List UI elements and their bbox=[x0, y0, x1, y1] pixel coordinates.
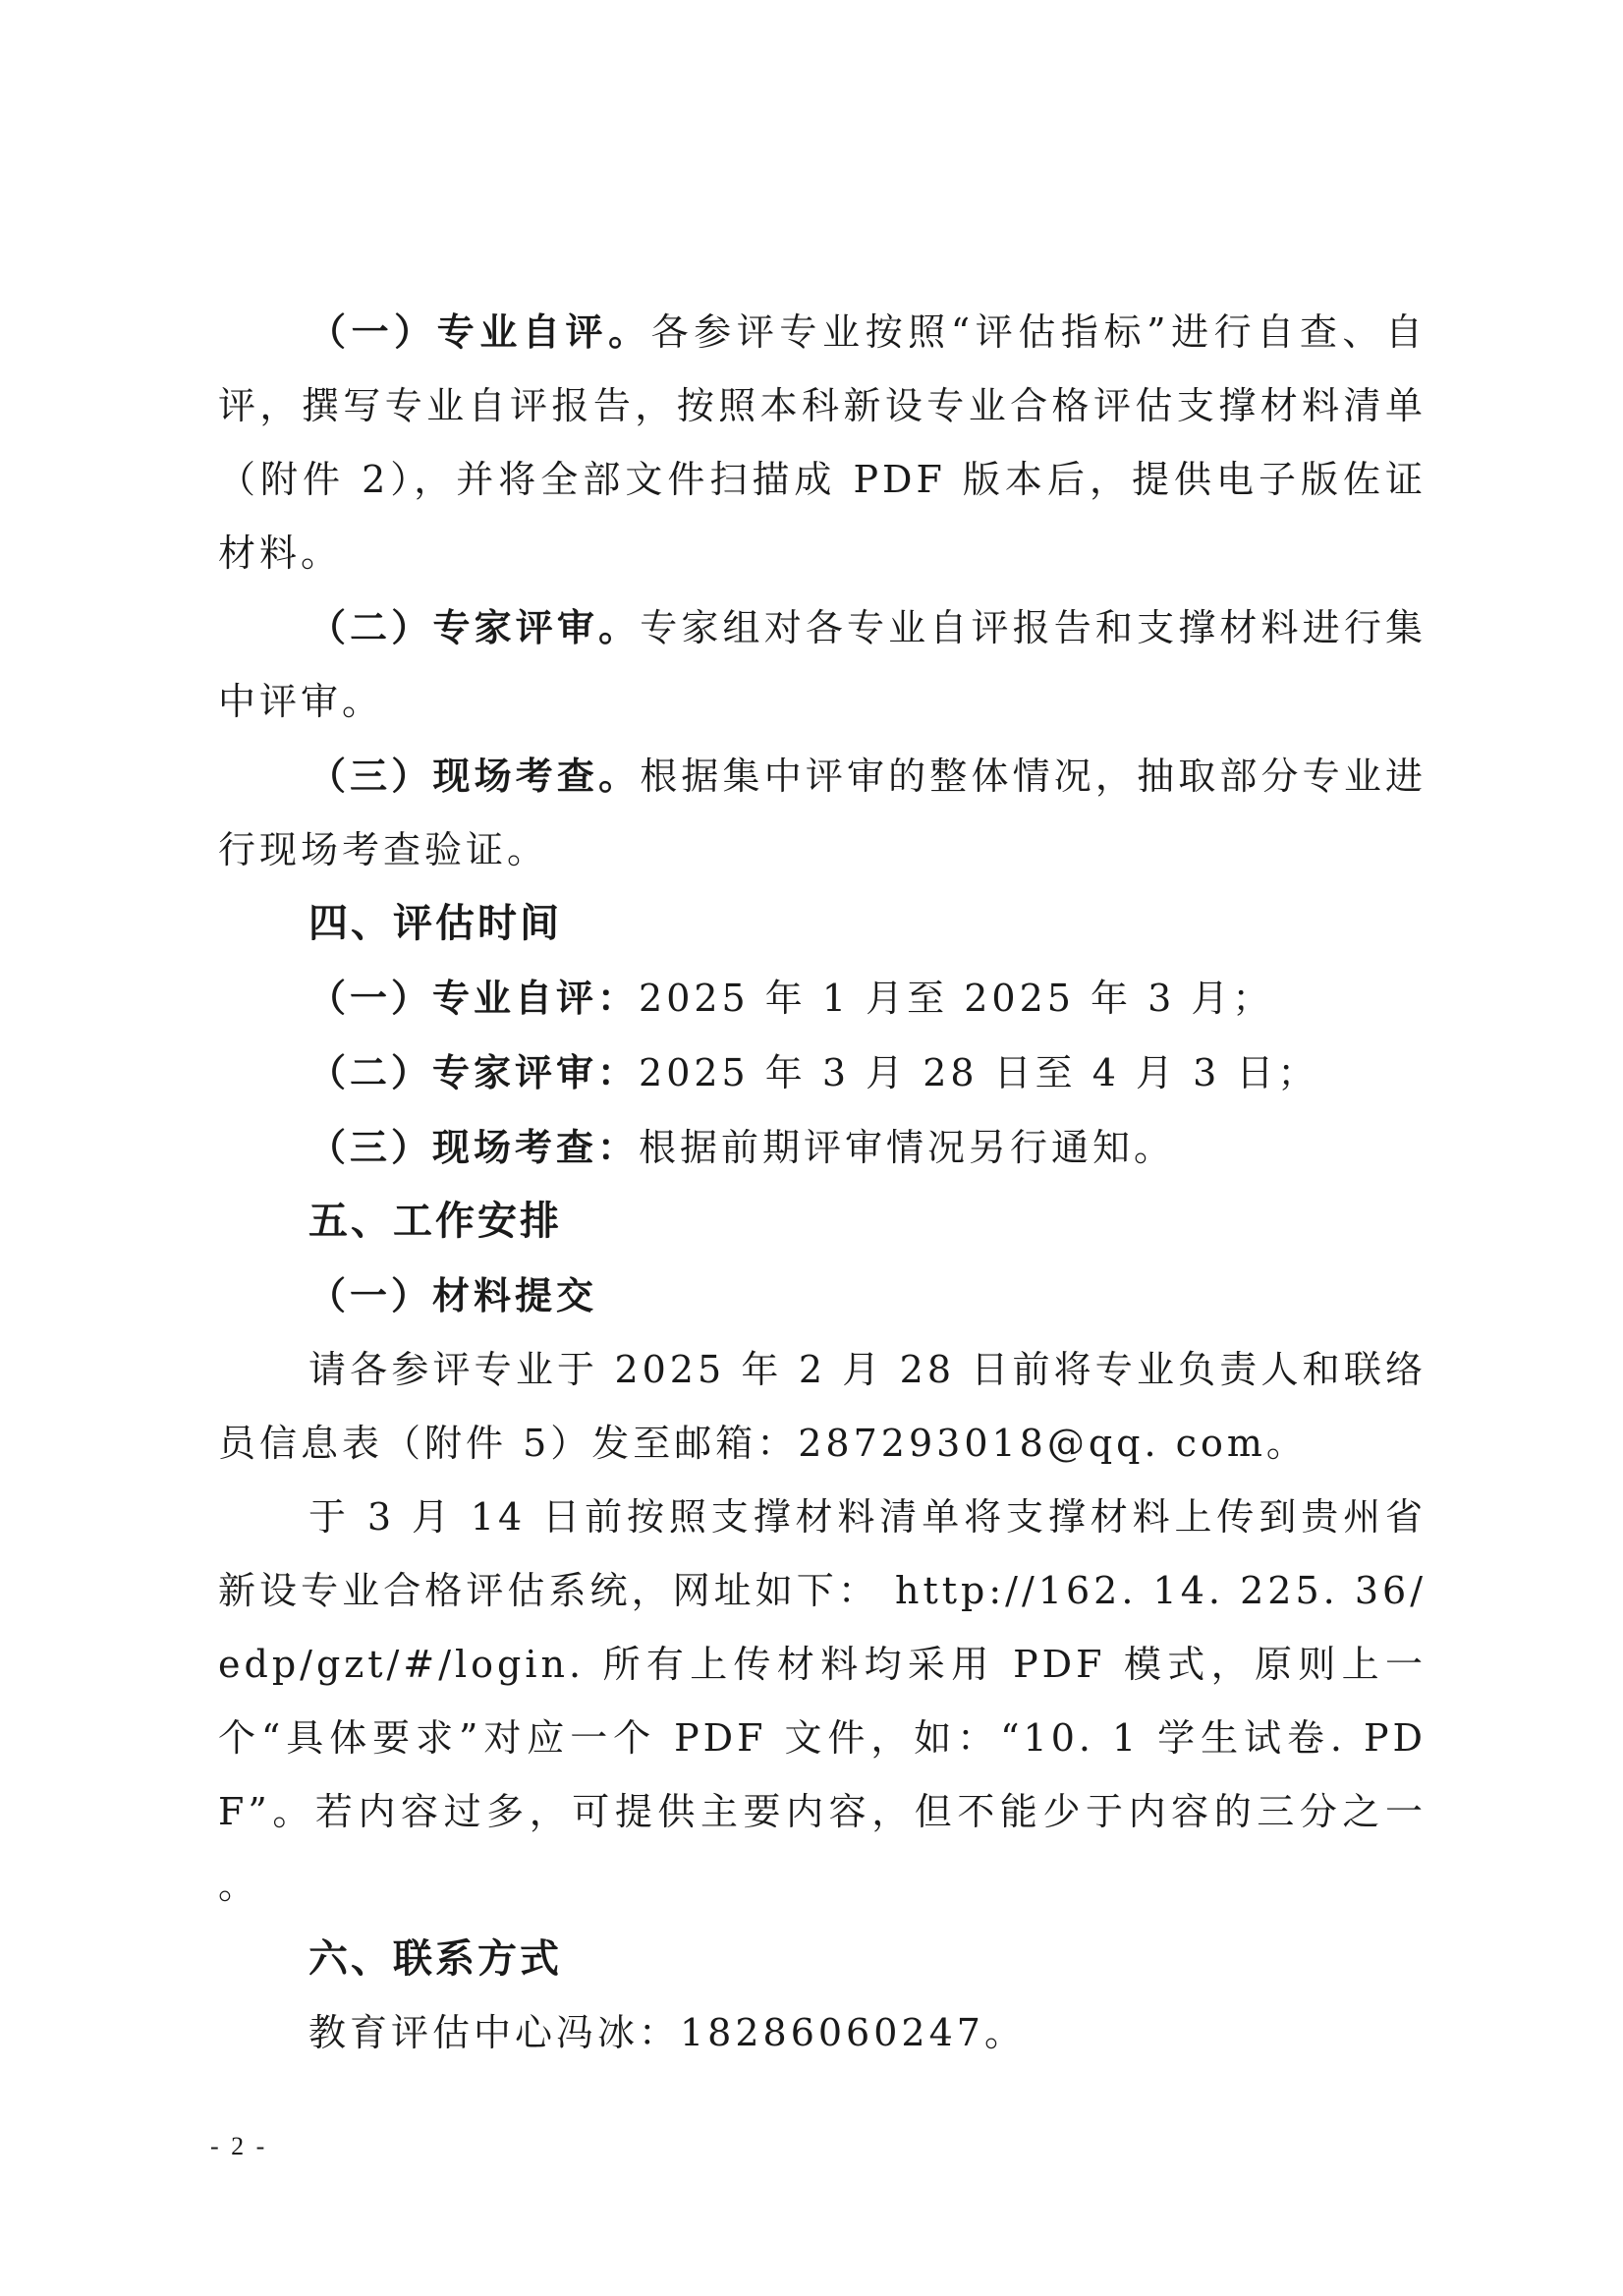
document-body bbox=[218, 295, 1427, 2070]
subheading-material-submission bbox=[218, 1259, 1427, 1333]
page-number: - 2 - bbox=[210, 2132, 268, 2160]
item-text: 根据集中评审的整体情况，抽取部分专业进行现场考查验证。 bbox=[218, 755, 1427, 871]
item-text: 专家组对各专业自评报告和支撑材料进行集中评审。 bbox=[218, 606, 1427, 723]
paragraph-expert-review bbox=[218, 590, 1427, 739]
subheading-text: （一）材料提交 bbox=[308, 1273, 598, 1317]
schedule-item-site-inspection bbox=[218, 1110, 1427, 1185]
paragraph-self-evaluation bbox=[218, 295, 1427, 590]
schedule-item-expert-review bbox=[218, 1036, 1427, 1110]
item-text: 各参评专业按照“评估指标”进行自查、自评，撰写专业自评报告，按照本科新设专业合格评估支撑材料清单（附件 2），并将全部文件扫描成 PDF 版本后，提供电子版佐证材料。 bbox=[218, 310, 1427, 575]
item-lead: （一）专业自评。 bbox=[308, 309, 651, 354]
item-text: 2025 年 3 月 28 日至 4 月 3 日； bbox=[639, 1051, 1319, 1094]
paragraph-contact-form-submission: 请各参评专业于 2025 年 2 月 28 日前将专业负责人和联络员信息表（附件 5）发至邮箱：287293018@qq. com。 bbox=[218, 1348, 1427, 1465]
item-lead: （二）专家评审： bbox=[308, 1050, 640, 1094]
item-lead: （三）现场考查： bbox=[308, 1125, 640, 1169]
section-heading-contact: 六、联系方式 bbox=[308, 1936, 562, 1982]
item-text: 2025 年 1 月至 2025 年 3 月； bbox=[639, 977, 1274, 1020]
item-text: 根据前期评审情况另行通知。 bbox=[639, 1126, 1176, 1169]
schedule-item-self-evaluation bbox=[218, 961, 1427, 1036]
paragraph-site-inspection bbox=[218, 739, 1427, 887]
item-lead: （一）专业自评： bbox=[308, 976, 640, 1020]
contact-info: 教育评估中心冯冰：18286060247。 bbox=[308, 2011, 1026, 2054]
item-lead: （二）专家评审。 bbox=[308, 605, 641, 649]
section-heading-evaluation-time: 四、评估时间 bbox=[308, 901, 562, 946]
paragraph-upload-instructions: 于 3 月 14 日前按照支撑材料清单将支撑材料上传到贵州省新设专业合格评估系统，网址如下： http://162. 14. 225. 36/edp/gzt/#/login. 所有上传材料均采用 PDF 模式，原则上一个“具体要求”对应一个 PDF 文件，如：“10. 1 学生试卷. PDF”。若内容过多，可提供主要内容，但不能少于内容的三分之一 。 bbox=[218, 1495, 1427, 1907]
item-lead: （三）现场考查。 bbox=[308, 754, 641, 798]
section-heading-work-arrangement: 五、工作安排 bbox=[308, 1199, 562, 1244]
